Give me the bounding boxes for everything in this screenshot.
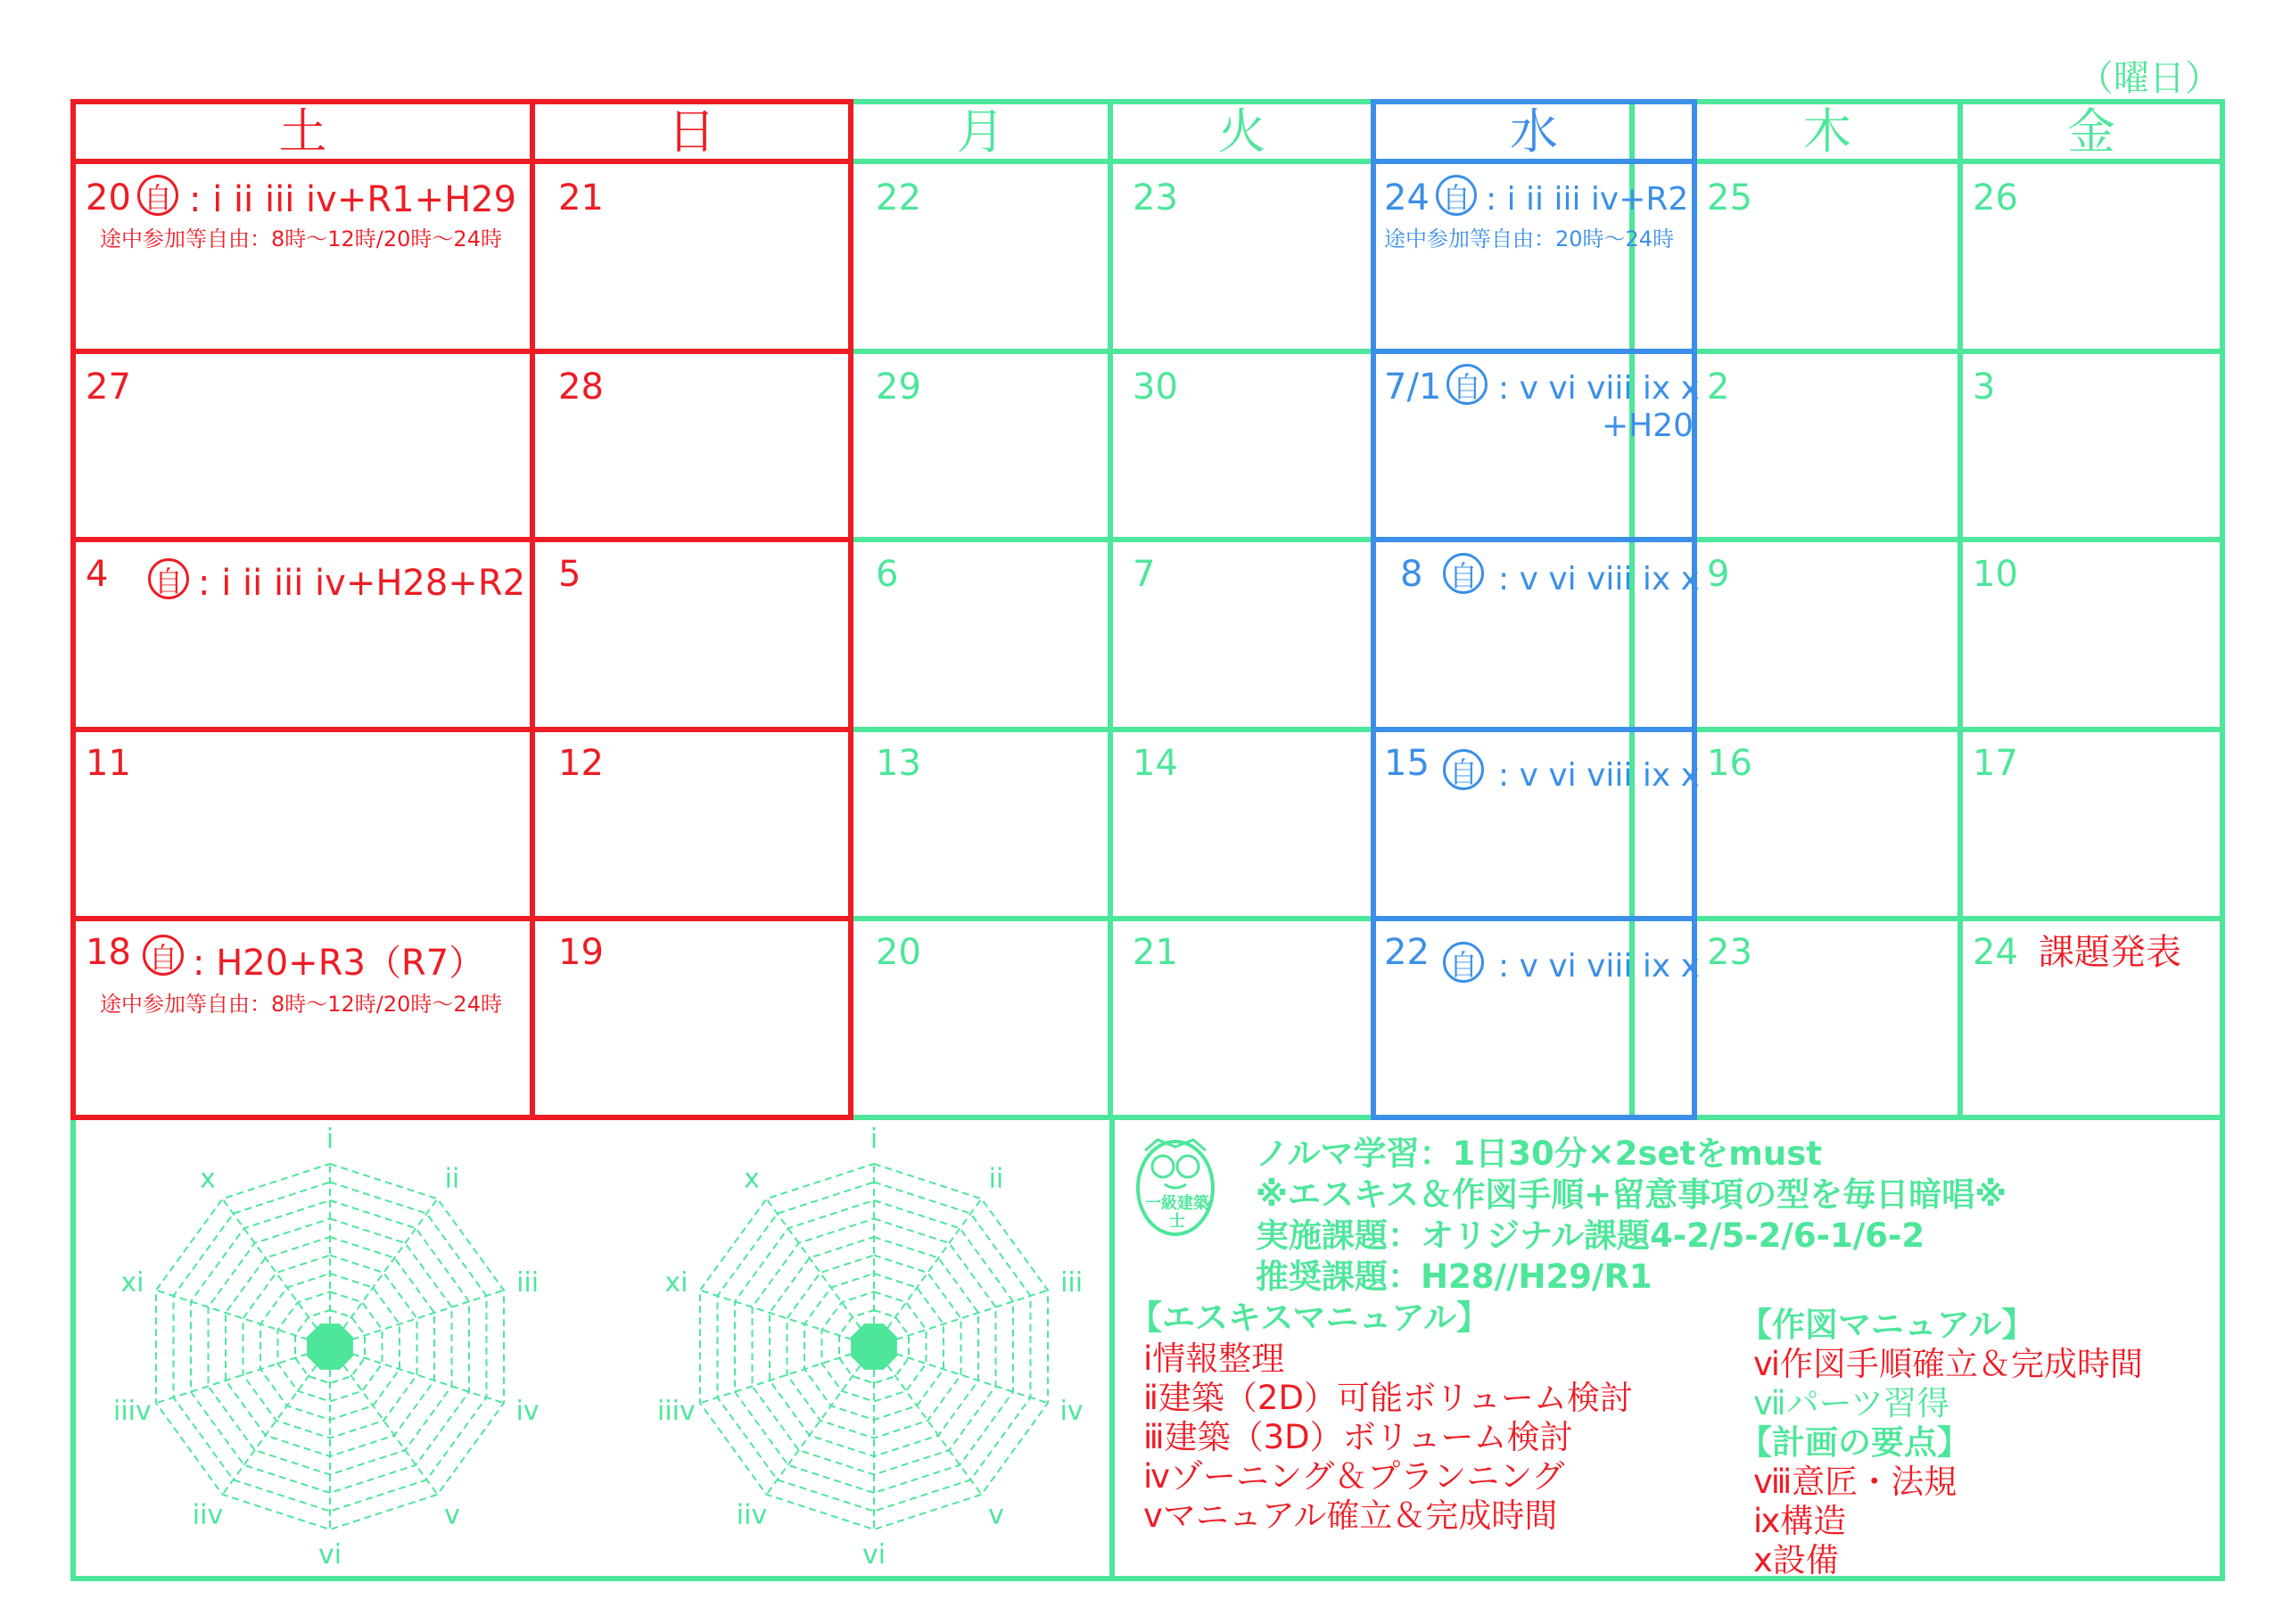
radar-axis-label: iiv [736,1499,768,1531]
radar-axis-label: v [988,1499,1004,1531]
self-study-stamp: 自 [1439,749,1488,790]
date-cell: 9 [1707,554,1730,595]
radar-axis-label: ii [444,1163,460,1195]
date-cell: 26 [1973,177,2018,218]
date-cell: 4 [86,554,109,595]
radar-axis-label: vi [861,1539,886,1570]
cell-note: : i ii iii iv+R2 [1486,181,1689,218]
date-cell: 2 [1707,367,1730,408]
radar-axis-label: i [870,1124,878,1155]
date-cell: 24 [1973,932,2018,973]
header-fri: 金 [2067,103,2115,160]
date-cell: 17 [1973,743,2018,784]
radar-axis-label: iv [1059,1396,1084,1427]
date-cell: 7/1 [1384,367,1442,408]
self-study-stamp: 自 [139,935,187,976]
date-cell: 16 [1707,743,1752,784]
radar-spoke [767,1199,875,1347]
esquisse-item: ⅱ建築（2D）可能ボリューム検討 [1143,1379,1633,1417]
date-cell: 10 [1973,554,2018,595]
info-line-2: ※エスキス＆作図手順+留意事項の型を毎日暗唱※ [1256,1175,2007,1214]
radar-chart-1 [107,1124,553,1579]
date-cell: 28 [558,367,604,408]
cell-subnote: 途中参加等自由：8時〜12時/20時〜24時 [100,992,502,1017]
date-cell: 20 [876,932,921,973]
header-sat: 土 [278,103,327,160]
radar-web [113,1124,540,1570]
cell-note: : H20+R3（R7） [193,943,485,984]
date-cell: 23 [1133,177,1178,218]
radar-axis-label: ii [988,1163,1004,1195]
date-cell: 19 [558,932,604,973]
radar-spoke [330,1347,504,1403]
cell-note: : v vi viii ix x [1498,948,1700,985]
radar-center [851,1323,897,1370]
esquisse-title: 【エスキスマニュアル】 [1129,1298,1490,1337]
date-cell: 18 [86,932,131,973]
mascot-label: 一級建築士 [1145,1194,1209,1231]
date-cell: 22 [876,177,921,218]
date-cell: 6 [876,554,899,595]
cell-note: : i ii iii iv+R1+H29 [189,179,517,220]
drawing-item: ⅶパーツ習得 [1753,1384,1950,1422]
date-cell: 20 [86,177,131,218]
radar-axis-label: x [200,1163,216,1195]
date-cell: 30 [1133,367,1178,408]
radar-spoke [874,1347,1048,1403]
radar-spoke [330,1199,438,1347]
radar-axis-label: xi [664,1267,688,1298]
info-line-1: ノルマ学習：1日30分×2setをmust [1256,1134,1822,1173]
cell-note: : v vi viii ix x [1498,757,1700,794]
esquisse-item: ⅲ建築（3D）ボリューム検討 [1143,1418,1573,1456]
radar-spoke [223,1199,331,1347]
date-cell: 22 [1384,932,1430,973]
weekday-caption: （曜日） [2078,58,2221,99]
self-study-stamp: 自 [1439,942,1488,983]
drawing-title: 【作図マニュアル】 [1739,1306,2035,1344]
cell-subnote: 途中参加等自由：20時〜24時 [1384,227,1675,251]
header-sun: 日 [667,103,716,160]
info-line-4: 推奨課題：H28//H29/R1 [1256,1257,1652,1296]
info-line-3: 実施課題：オリジナル課題4-2/5-2/6-1/6-2 [1256,1216,1925,1255]
date-cell: 21 [558,177,604,218]
date-cell: 12 [558,743,604,784]
self-study-stamp: 自 [1443,364,1491,405]
drawing-item: ⅵ作図手順確立＆完成時間 [1753,1345,2144,1383]
esquisse-item: ⅳゾーニング＆プランニング [1143,1457,1565,1496]
self-study-stamp: 自 [1432,175,1480,216]
header-wed: 水 [1510,103,1558,160]
esquisse-item: ⅴマニュアル確立＆完成時間 [1143,1496,1558,1535]
cell-note-cont: +H20 [1602,408,1694,444]
radar-axis-label: xi [120,1267,144,1298]
radar-chart-2 [651,1124,1097,1579]
date-cell: 5 [558,554,581,595]
planning-item: ⅸ構造 [1753,1502,1847,1540]
radar-axis-label: vi [317,1539,342,1570]
cell-note: : i ii iii iv+H28+R2 [198,563,526,604]
self-study-stamp: 自 [134,175,182,216]
radar-center [307,1323,353,1370]
date-cell: 13 [876,743,921,784]
cell-subnote: 途中参加等自由：8時〜12時/20時〜24時 [100,227,502,251]
esquisse-item: ⅰ情報整理 [1143,1340,1285,1378]
radar-axis-label: v [444,1499,460,1531]
radar-axis-label: iiiv [657,1396,696,1427]
radar-axis-label: x [744,1163,760,1195]
radar-axis-label: iv [515,1396,540,1427]
radar-axis-label: i [326,1124,334,1155]
self-study-stamp: 自 [144,558,193,599]
radar-axis-label: iii [516,1267,540,1298]
announcement-note: 課題発表 [2039,932,2181,973]
header-tue: 火 [1217,103,1266,160]
date-cell: 29 [876,367,921,408]
radar-axis-label: iiiv [113,1396,152,1427]
date-cell: 27 [86,367,131,408]
date-cell: 25 [1707,177,1752,218]
cell-note: : v vi viii ix x [1498,561,1700,598]
planning-item: ⅷ意匠・法規 [1753,1463,1957,1501]
header-thu: 木 [1803,103,1851,160]
radar-web [657,1124,1084,1570]
date-cell: 14 [1133,743,1178,784]
radar-axis-label: iii [1060,1267,1084,1298]
header-mon: 月 [956,103,1005,160]
radar-axis-label: iiv [192,1499,224,1531]
date-cell: 3 [1973,367,1996,408]
date-cell: 15 [1384,743,1430,784]
self-study-stamp: 自 [1439,553,1488,594]
date-cell: 23 [1707,932,1752,973]
date-cell: 11 [86,743,131,784]
planning-title: 【計画の要点】 [1739,1423,1970,1462]
date-cell: 21 [1133,932,1178,973]
date-cell: 7 [1133,554,1156,595]
date-cell: 8 [1400,554,1423,595]
planning-item: ⅹ設備 [1753,1541,1839,1579]
radar-spoke [874,1199,982,1347]
date-cell: 24 [1384,177,1430,218]
cell-note: : v vi viii ix x [1498,370,1700,407]
